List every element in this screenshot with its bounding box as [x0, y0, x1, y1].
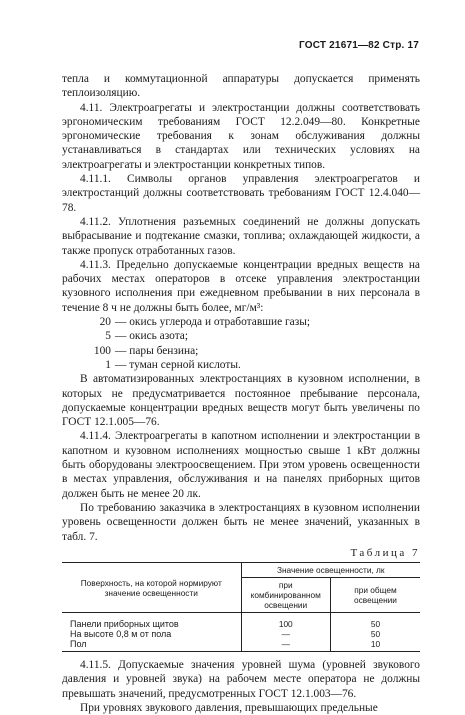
- concentration-value: 20: [99, 316, 111, 329]
- table-row: [62, 629, 420, 639]
- paragraph-customer-request: По требованию заказчика в электростанциях в кузовном исполнении уровень освещенности должен быть не менее значений, указанных в табл. 7.: [62, 501, 420, 543]
- paragraph-4-11-2: 4.11.2. Уплотнения разъемных соединений не должны допускать выбрасывание и подтекание смазки, топлива; охлаждающей жидкости, а также пропуск отработанных газов.: [62, 215, 420, 257]
- combined-value-cell: —: [241, 639, 331, 652]
- list-item: [62, 329, 420, 343]
- list-item: [62, 315, 420, 329]
- paragraph-4-11-4: 4.11.4. Электроагрегаты в капотном исполнении и электростанции в капотном и кузовном исполнениях мощностью свыше 1 кВт должны быть оборудованы электроосвещением. При этом уровень освещенности в местах управления, обслуживания и на панелях приборных щитов должен быть не менее 20 лк.: [62, 430, 420, 500]
- combined-value-cell: —: [241, 629, 331, 639]
- surface-cell: На высоте 0,8 м от пола: [62, 629, 241, 639]
- concentration-value: 5: [105, 330, 111, 343]
- surface-cell: Пол: [62, 639, 241, 652]
- general-value-cell: 50: [370, 629, 381, 640]
- combined-value-cell: 100: [241, 613, 331, 630]
- document-body: [62, 72, 420, 715]
- list-item: [62, 358, 420, 372]
- substance-name: — туман серной кислоты.: [115, 358, 241, 371]
- illumination-table: [62, 562, 420, 652]
- column-header-combined: при комбинированном освещении: [241, 578, 331, 613]
- column-header-illumination: Значение освещенности, лк: [241, 563, 420, 578]
- paragraph-4-11: 4.11. Электроагрегаты и электростанции должны соответствовать эргономическим требованиям ГОСТ 12.2.049—80. Конкретные эргономические требования к зонам обслуживания должны устанавливаться в стандартах или технических условиях на электроагрегаты и электростанции конкретных типов.: [62, 101, 420, 171]
- substance-name: — окись углерода и отработавшие газы;: [115, 316, 311, 329]
- general-value-cell: 10: [331, 639, 421, 652]
- surface-cell: Панели приборных щитов: [62, 613, 241, 630]
- concentration-value: 1: [105, 358, 111, 371]
- gas-concentration-list: [62, 315, 420, 372]
- paragraph-4-11-3: 4.11.3. Предельно допускаемые концентрации вредных веществ на рабочих местах операторов в отсеке управления электростанции кузовного исполнения при ежедневном пребывании в них персонала в течение 8 ч не должны быть более, мг/м³:: [62, 258, 420, 314]
- table-caption: Таблица 7: [350, 546, 420, 559]
- paragraph-4-11-1: 4.11.1. Символы органов управления электроагрегатов и электростанций должны соответствовать требованиям ГОСТ 12.4.040—78.: [62, 173, 420, 214]
- substance-name: — окись азота;: [115, 330, 189, 343]
- paragraph-sound-pressure: При уровнях звукового давления, превышающих предельные: [80, 701, 378, 714]
- table-row: [62, 613, 420, 630]
- general-value-cell: 50: [370, 619, 381, 630]
- column-header-surface: Поверхность, на которой нормируют значение освещенности: [62, 563, 241, 613]
- paragraph-automated-stations: В автоматизированных электростанциях в кузовном исполнении, в которых не предусматривается постоянное пребывание персонала, допускаемые концентрации вредных веществ могут быть увеличены по ГОСТ 12.1.005—76.: [62, 373, 420, 429]
- paragraph-heat-insulation: тепла и коммутационной аппаратуры допускается применять теплоизоляцию.: [62, 73, 420, 100]
- table-row: [62, 639, 420, 652]
- paragraph-4-11-5: 4.11.5. Допускаемые значения уровней шума (уровней звукового давления и уровней звука) на рабочем месте оператора не должны превышать значений, предусмотренных ГОСТ 12.1.003—76.: [62, 659, 420, 700]
- concentration-value: 100: [93, 344, 111, 357]
- column-header-general: при общем освещении: [331, 578, 421, 613]
- list-item: [62, 344, 420, 358]
- page-header: ГОСТ 21671—82 Стр. 17: [299, 40, 419, 51]
- substance-name: — пары бензина;: [115, 344, 199, 357]
